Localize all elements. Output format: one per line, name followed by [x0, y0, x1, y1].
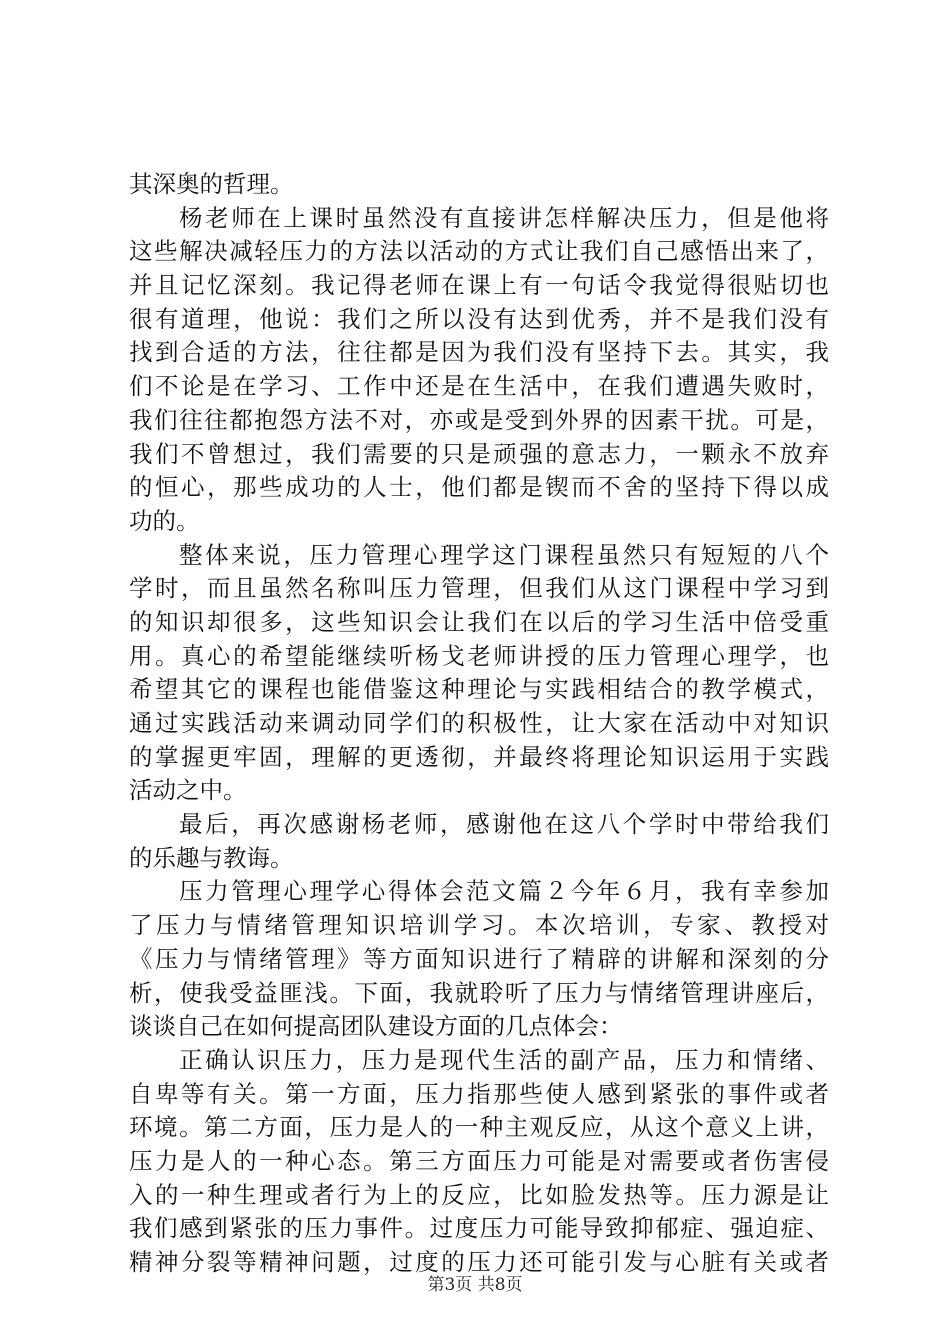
- text-line: 我们往往都抱怨方法不对，亦或是受到外界的因素干扰。可是，: [129, 405, 829, 434]
- text-line: 希望其它的课程也能借鉴这种理论与实践相结合的教学模式，: [129, 675, 829, 704]
- text-line: 压力是人的一种心态。第三方面压力可能是对需要或者伤害侵: [129, 1146, 829, 1175]
- text-line: 我们不曾想过，我们需要的只是顽强的意志力，一颗永不放弃: [129, 439, 829, 468]
- page-footer: [0, 1270, 950, 1295]
- text-line: 功的。: [129, 506, 200, 535]
- text-line: 的掌握更牢固，理解的更透彻，并最终将理论知识运用于实践: [129, 742, 829, 771]
- text-line: 环境。第二方面，压力是人的一种主观反应，从这个意义上讲，: [129, 1113, 829, 1142]
- text-line: 整体来说，压力管理心理学这门课程虽然只有短短的八个: [179, 540, 829, 569]
- text-line: 了压力与情绪管理知识培训学习。本次培训，专家、教授对: [129, 911, 829, 940]
- text-line: 的乐趣与教诲。: [129, 843, 294, 872]
- text-line: 学时，而且虽然名称叫压力管理，但我们从这门课程中学习到: [129, 574, 829, 603]
- text-line: 析，使我受益匪浅。下面，我就聆听了压力与情绪管理讲座后，: [129, 978, 829, 1007]
- text-line: 很有道理，他说：我们之所以没有达到优秀，并不是我们没有: [129, 304, 829, 333]
- text-line: 的知识却很多，这些知识会让我们在以后的学习生活中倍受重: [129, 607, 829, 636]
- text-line: 这些解决减轻压力的方法以活动的方式让我们自己感悟出来了，: [129, 237, 829, 266]
- text-line: 谈谈自己在如何提高团队建设方面的几点体会：: [129, 1012, 623, 1041]
- text-line: 通过实践活动来调动同学们的积极性，让大家在活动中对知识: [129, 709, 829, 737]
- text-line: 活动之中。: [129, 776, 247, 805]
- text-line: 自卑等有关。第一方面，压力指那些使人感到紧张的事件或者: [129, 1079, 829, 1108]
- text-line: 其深奥的哲理。: [129, 170, 294, 198]
- text-line: 《压力与情绪管理》等方面知识进行了精辟的讲解和深刻的分: [129, 944, 829, 973]
- text-line: 入的一种生理或者行为上的反应，比如脸发热等。压力源是让: [129, 1180, 829, 1209]
- document-body: [129, 168, 829, 1280]
- text-line: 的恒心，那些成功的人士，他们都是锲而不舍的坚持下得以成: [129, 473, 829, 502]
- text-line: 们不论是在学习、工作中还是在生活中，在我们遭遇失败时，: [129, 372, 829, 401]
- text-line: 我们感到紧张的压力事件。过度压力可能导致抑郁症、强迫症、: [129, 1214, 829, 1243]
- text-line: 精神分裂等精神问题，过度的压力还可能引发与心脏有关或者: [129, 1248, 829, 1276]
- text-line: 杨老师在上课时虽然没有直接讲怎样解决压力，但是他将: [179, 203, 829, 232]
- text-line: 并且记忆深刻。我记得老师在课上有一句话令我觉得很贴切也: [129, 271, 829, 300]
- text-line: 最后，再次感谢杨老师，感谢他在这八个学时中带给我们: [179, 810, 829, 839]
- text-line: 找到合适的方法，往往都是因为我们没有坚持下去。其实，我: [129, 338, 829, 367]
- text-line: 用。真心的希望能继续听杨戈老师讲授的压力管理心理学，也: [129, 641, 829, 670]
- text-line: 正确认识压力，压力是现代生活的副产品，压力和情绪、: [179, 1045, 829, 1074]
- page-number-label: 第3页 共8页: [427, 1275, 523, 1295]
- text-line: 压力管理心理学心得体会范文篇２今年６月，我有幸参加: [179, 877, 829, 906]
